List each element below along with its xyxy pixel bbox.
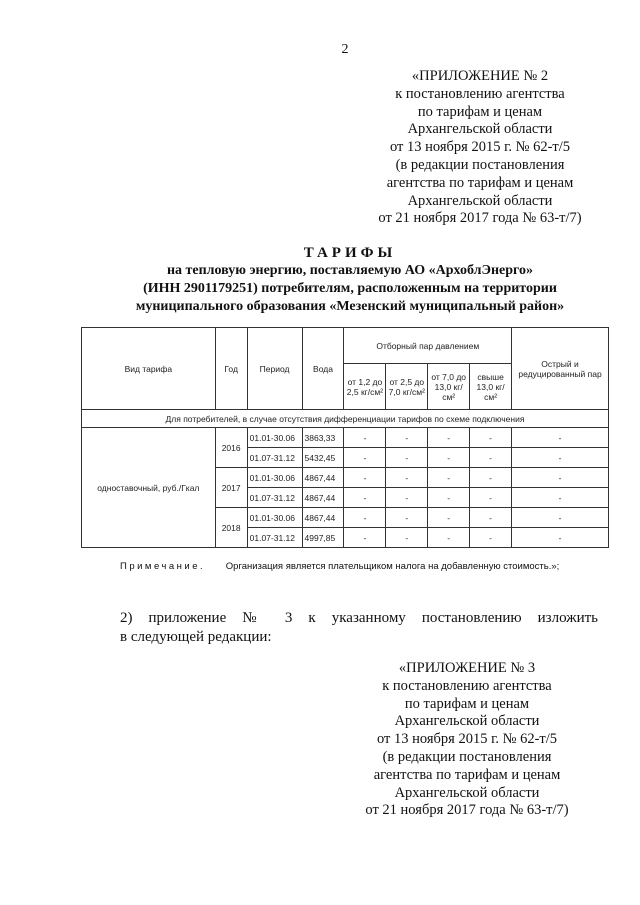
tariff-title-line: на тепловую энергию, поставляемую АО «АрхоблЭнерго»: [166, 263, 534, 278]
appendix-line: (в редакции постановления: [395, 156, 565, 173]
appendix-line: Архангельской области: [407, 121, 553, 138]
appendix-line: агентства по тарифам и ценам: [373, 766, 561, 783]
dash-cell: -: [344, 428, 386, 448]
appendix-3-header: [332, 660, 602, 820]
tariff-title-block: [60, 244, 640, 316]
water-value: 4997,85: [302, 528, 344, 548]
note-label: Примечание.: [120, 561, 206, 572]
appendix-line: от 21 ноября 2017 года № 63-т/7): [378, 210, 582, 227]
tariff-heading: ТАРИФЫ: [303, 245, 397, 261]
tariff-table: [81, 327, 609, 548]
water-value: 3863,33: [302, 428, 344, 448]
header-pressure-3: от 7,0 до 13,0 кг/см²: [428, 364, 470, 410]
period-cell: 01.01-30.06: [247, 428, 302, 448]
water-value: 5432,45: [302, 448, 344, 468]
appendix-line: Архангельской области: [394, 713, 540, 730]
appendix-2-header: [345, 68, 615, 228]
dash-cell: -: [344, 528, 386, 548]
dash-cell: -: [344, 468, 386, 488]
header-sharp-steam: Острый и редуцированный пар: [512, 328, 609, 410]
period-cell: 01.07-31.12: [247, 488, 302, 508]
appendix-line: по тарифам и ценам: [417, 103, 543, 120]
dash-cell: -: [386, 488, 428, 508]
header-year: Год: [215, 328, 247, 410]
year-cell: 2017: [215, 468, 247, 508]
appendix-line: (в редакции постановления: [382, 748, 552, 765]
dash-cell: -: [512, 488, 609, 508]
dash-cell: -: [428, 448, 470, 468]
note-text: Организация является плательщиком налога на добавленную стоимость.»;: [225, 561, 560, 572]
dash-cell: -: [470, 468, 512, 488]
header-period: Период: [247, 328, 302, 410]
dash-cell: -: [512, 508, 609, 528]
tariff-title-line: (ИНН 2901179251) потребителям, расположенным на территории: [143, 281, 557, 296]
note: [120, 561, 559, 572]
period-cell: 01.01-30.06: [247, 468, 302, 488]
water-value: 4867,44: [302, 508, 344, 528]
tariff-name: одноставочный, руб./Гкал: [82, 428, 216, 548]
item-2-line-2: в следующей редакции:: [120, 629, 272, 645]
dash-cell: -: [470, 448, 512, 468]
header-pressure-2: от 2,5 до 7,0 кг/см²: [386, 364, 428, 410]
appendix-line: от 21 ноября 2017 года № 63-т/7): [365, 802, 569, 819]
appendix-line: «ПРИЛОЖЕНИЕ № 2: [411, 68, 549, 84]
appendix-line: «ПРИЛОЖЕНИЕ № 3: [398, 660, 536, 676]
dash-cell: -: [512, 428, 609, 448]
dash-cell: -: [512, 468, 609, 488]
appendix-line: Архангельской области: [407, 192, 553, 209]
header-steam: Отборный пар давлением: [344, 328, 512, 364]
header-pressure-4: свыше 13,0 кг/см²: [470, 364, 512, 410]
header-tariff-type: Вид тарифа: [82, 328, 216, 410]
appendix-line: агентства по тарифам и ценам: [386, 174, 574, 191]
dash-cell: -: [428, 528, 470, 548]
appendix-line: от 13 ноября 2015 г. № 62-т/5: [376, 731, 558, 748]
section-label: Для потребителей, в случае отсутствия дифференциации тарифов по схеме подключения: [82, 410, 609, 428]
appendix-line: по тарифам и ценам: [404, 695, 530, 712]
dash-cell: -: [512, 448, 609, 468]
appendix-line: Архангельской области: [394, 784, 540, 801]
header-pressure-1: от 1,2 до 2,5 кг/см²: [344, 364, 386, 410]
dash-cell: -: [386, 528, 428, 548]
appendix-line: к постановлению агентства: [395, 85, 565, 102]
page-number: 2: [341, 42, 349, 57]
dash-cell: -: [512, 528, 609, 548]
dash-cell: -: [386, 448, 428, 468]
dash-cell: -: [428, 488, 470, 508]
item-2-line-1: 2) приложение № 3 к указанному постановлению изложить: [120, 610, 598, 626]
dash-cell: -: [344, 488, 386, 508]
dash-cell: -: [344, 508, 386, 528]
period-cell: 01.07-31.12: [247, 528, 302, 548]
dash-cell: -: [386, 508, 428, 528]
dash-cell: -: [428, 468, 470, 488]
period-cell: 01.07-31.12: [247, 448, 302, 468]
dash-cell: -: [344, 448, 386, 468]
water-value: 4867,44: [302, 488, 344, 508]
dash-cell: -: [470, 428, 512, 448]
dash-cell: -: [386, 468, 428, 488]
tariff-title-line: муниципального образования «Мезенский муниципальный район»: [135, 299, 565, 314]
appendix-line: от 13 ноября 2015 г. № 62-т/5: [389, 139, 571, 156]
dash-cell: -: [470, 508, 512, 528]
header-water: Вода: [302, 328, 344, 410]
dash-cell: -: [470, 488, 512, 508]
period-cell: 01.01-30.06: [247, 508, 302, 528]
dash-cell: -: [428, 508, 470, 528]
appendix-line: к постановлению агентства: [382, 677, 552, 694]
year-cell: 2016: [215, 428, 247, 468]
dash-cell: -: [428, 428, 470, 448]
table-row: [82, 428, 609, 448]
year-cell: 2018: [215, 508, 247, 548]
water-value: 4867,44: [302, 468, 344, 488]
dash-cell: -: [470, 528, 512, 548]
dash-cell: -: [386, 428, 428, 448]
